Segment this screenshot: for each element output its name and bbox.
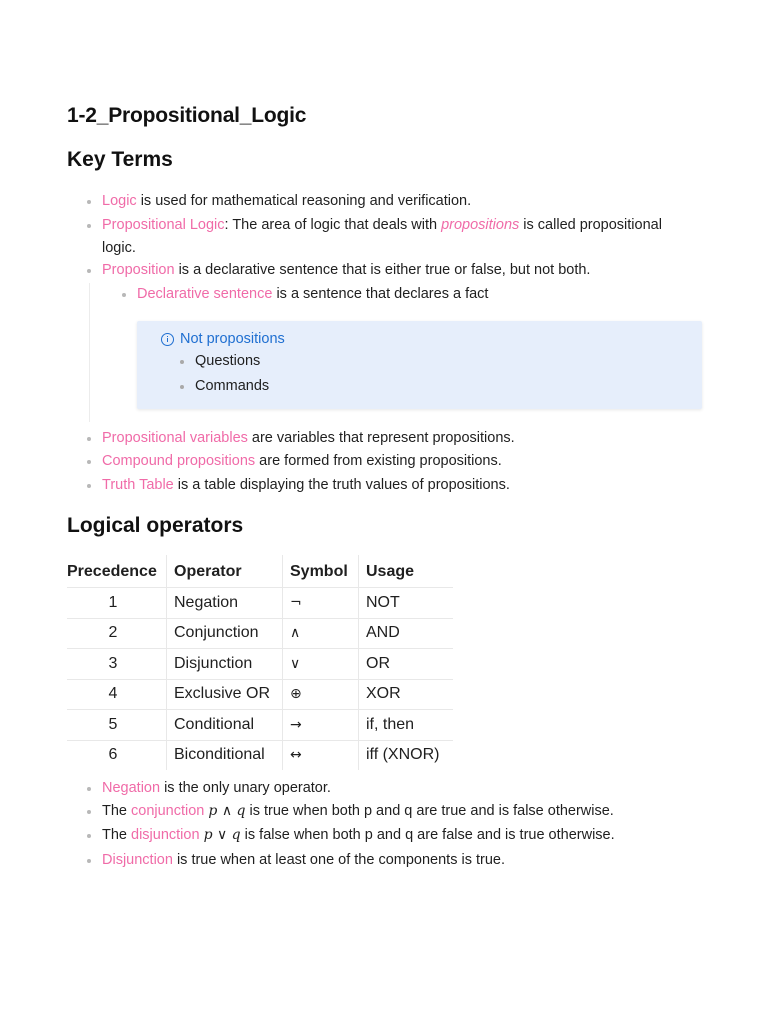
term-logic: Logic [102, 193, 137, 209]
list-item-truth-table: Truth Table is a table displaying the truth values of propositions. [102, 474, 707, 497]
header-symbol: Symbol [283, 555, 359, 588]
list-item-conjunction: The conjunction p ∧ q is true when both p and q are true and is false otherwise. [102, 800, 707, 823]
math-p-and-q: p ∧ q [208, 803, 246, 819]
term-disjunction-2: Disjunction [102, 852, 173, 868]
cell-precedence: 6 [108, 746, 118, 764]
table-row [67, 588, 453, 619]
table-header-row [67, 555, 453, 588]
not-propositions-callout [137, 321, 702, 409]
callout-item-questions: Questions [195, 353, 261, 369]
cell-usage: if, then [359, 710, 454, 741]
cell-precedence: 1 [108, 593, 118, 611]
cell-operator: Exclusive OR [167, 679, 283, 710]
table-row [67, 618, 453, 649]
cell-usage: NOT [359, 588, 454, 619]
list-item-disjunction-true: Disjunction is true when at least one of the components is true. [102, 849, 707, 872]
callout-title: Not propositions [161, 331, 285, 347]
list-item-negation: Negation is the only unary operator. [102, 777, 707, 800]
header-usage: Usage [359, 555, 454, 588]
cell-symbol: ∧ [283, 618, 359, 649]
cell-symbol: ¬ [283, 588, 359, 619]
header-precedence: Precedence [67, 563, 157, 580]
callout-item-commands: Commands [195, 378, 270, 394]
list-item-declarative-sentence: Declarative sentence is a sentence that declares a fact [137, 283, 697, 306]
cell-operator: Disjunction [167, 649, 283, 680]
term-declarative-sentence: Declarative sentence [137, 286, 273, 302]
cell-operator: Negation [167, 588, 283, 619]
table-row [67, 710, 453, 741]
cell-operator: Conditional [167, 710, 283, 741]
list-item-propositional-logic: Propositional Logic: The area of logic that deals with propositions is called propositional logic. [102, 214, 707, 260]
cell-usage: OR [359, 649, 454, 680]
term-proposition: Proposition [102, 262, 175, 278]
operators-table [67, 555, 453, 770]
cell-operator: Conjunction [167, 618, 283, 649]
term-propositions: propositions [441, 217, 520, 233]
table-row [67, 649, 453, 680]
math-p-or-q: p ∨ q [203, 827, 241, 843]
cell-symbol: ⊕ [283, 679, 359, 710]
term-truth-table: Truth Table [102, 477, 174, 493]
cell-usage: iff (XNOR) [359, 740, 454, 770]
table-row [67, 740, 453, 770]
cell-precedence: 4 [108, 685, 118, 703]
list-item-propositional-variables: Propositional variables are variables that represent propositions. [102, 427, 707, 450]
cell-precedence: 3 [108, 654, 118, 672]
term-propositional-variables: Propositional variables [102, 430, 248, 446]
header-operator: Operator [167, 555, 283, 588]
cell-precedence: 2 [108, 624, 118, 642]
term-propositional-logic: Propositional Logic [102, 217, 225, 233]
key-terms-heading: Key Terms [67, 148, 173, 171]
cell-symbol: ∨ [283, 649, 359, 680]
cell-symbol: → [283, 710, 359, 741]
list-item-compound-propositions: Compound propositions are formed from existing propositions. [102, 450, 707, 473]
term-negation: Negation [102, 780, 161, 796]
logical-operators-heading: Logical operators [67, 514, 244, 537]
page-title: 1-2_Propositional_Logic [67, 104, 307, 127]
cell-precedence: 5 [108, 715, 118, 733]
info-icon [161, 333, 174, 346]
term-conjunction: conjunction [131, 803, 205, 819]
list-item-proposition: Proposition is a declarative sentence that is either true or false, but not both. [102, 259, 707, 282]
term-compound-propositions: Compound propositions [102, 453, 256, 469]
list-item-logic: Logic is used for mathematical reasoning and verification. [102, 190, 707, 213]
table-row [67, 679, 453, 710]
cell-usage: XOR [359, 679, 454, 710]
term-disjunction: disjunction [131, 827, 200, 843]
cell-operator: Biconditional [167, 740, 283, 770]
cell-symbol: ↔ [283, 740, 359, 770]
cell-usage: AND [359, 618, 454, 649]
list-item-disjunction: The disjunction p ∨ q is false when both p and q are false and is true otherwise. [102, 824, 707, 847]
nested-list-rule [89, 283, 90, 422]
